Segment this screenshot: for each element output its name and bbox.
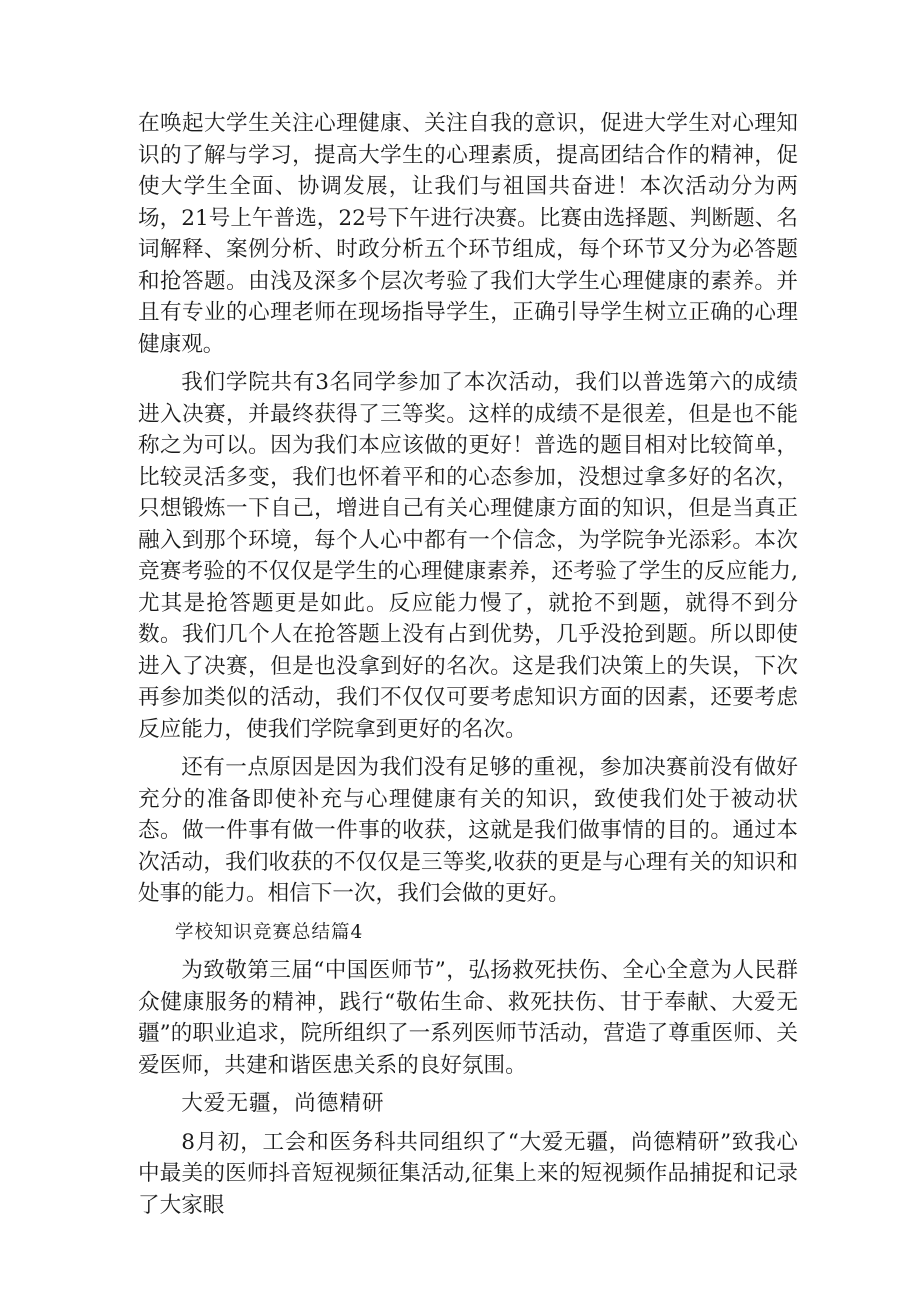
section-paragraph: 为致敬第三届“中国医师节”，弘扬救死扶伤、全心全意为人民群众健康服务的精神，践行“敬佑生命、救死扶伤、甘于奉献、大爱无疆”的职业追求，院所组织了一系列医师节活动，营造了尊重医师、关爱医师，共建和谐医患关系的良好氛围。 [138,958,798,1078]
document-body [138,108,798,1228]
final-paragraph: 8月初，工会和医务科共同组织了“大爱无疆，尚德精研”致我心中最美的医师抖音短视频征集活动,征集上来的短视频作品捕捉和记录了大家眼 [138,1129,798,1218]
body-paragraph-3: 还有一点原因是因为我们没有足够的重视，参加决赛前没有做好充分的准备即使补充与心理健康有关的知识，致使我们处于被动状态。做一件事有做一件事的收获，这就是我们做事情的目的。通过本次活动，我们收获的不仅仅是三等奖,收获的更是与心理有关的知识和处事的能力。相信下一次，我们会做的更好。 [138,755,798,906]
section-heading: 学校知识竞赛总结篇4 [175,921,364,943]
body-paragraph-1: 在唤起大学生关注心理健康、关注自我的意识，促进大学生对心理知识的了解与学习，提高大学生的心理素质，提高团结合作的精神，促使大学生全面、协调发展，让我们与祖国共奋进！本次活动分为两场，21号上午普选，22号下午进行决赛。比赛由选择题、判断题、名词解释、案例分析、时政分析五个环节组成，每个环节又分为必答题和抢答题。由浅及深多个层次考验了我们大学生心理健康的素养。并且有专业的心理老师在现场指导学生，正确引导学生树立正确的心理健康观。 [138,111,798,357]
subheading: 大爱无疆，尚德精研 [181,1091,385,1116]
body-paragraph-2: 我们学院共有3名同学参加了本次活动，我们以普选第六的成绩进入决赛，并最终获得了三等奖。这样的成绩不是很差，但是也不能称之为可以。因为我们本应该做的更好！普选的题目相对比较简单，比较灵活多变，我们也怀着平和的心态参加，没想过拿多好的名次，只想锻炼一下自己，增进自己有关心理健康方面的知识，但是当真正融入到那个环境，每个人心中都有一个信念，为学院争光添彩。本次竞赛考验的不仅仅是学生的心理健康素养，还考验了学生的反应能力,尤其是抢答题更是如此。反应能力慢了，就抢不到题，就得不到分数。我们几个人在抢答题上没有占到优势，几乎没抢到题。所以即使进入了决赛，但是也没拿到好的名次。这是我们决策上的失误，下次再参加类似的活动，我们不仅仅可要考虑知识方面的因素，还要考虑反应能力，使我们学院拿到更好的名次。 [138,370,798,742]
